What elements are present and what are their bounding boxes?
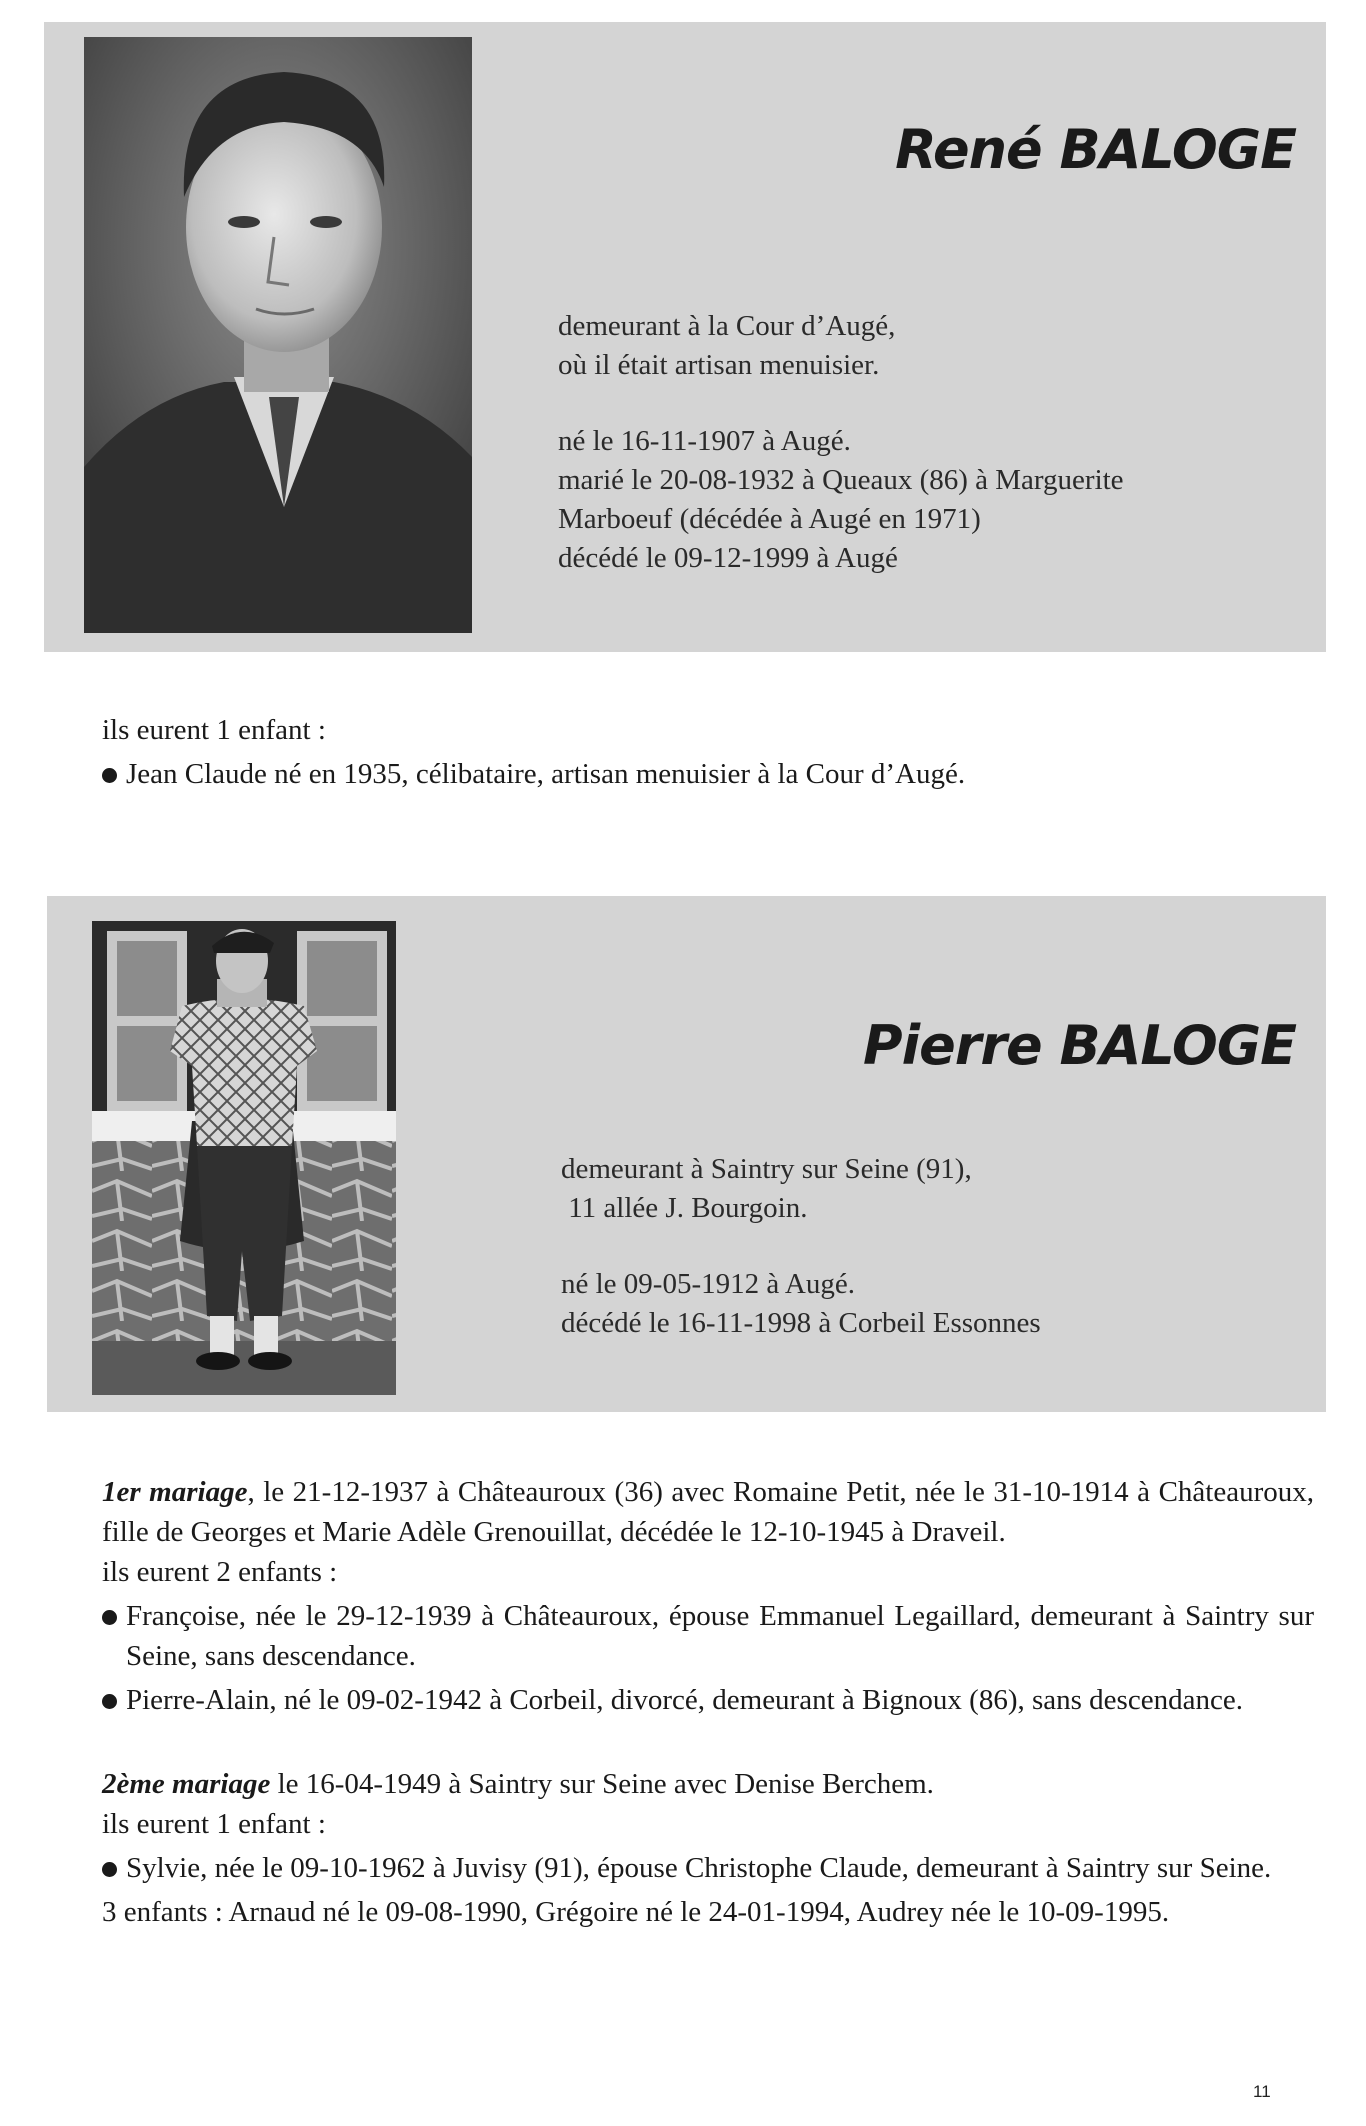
rene-info-line: né le 16-11-1907 à Augé. bbox=[558, 425, 851, 457]
child-text: Pierre-Alain, né le 09-02-1942 à Corbeil, divorcé, demeurant à Bignoux (86), sans descendance. bbox=[126, 1684, 1243, 1716]
list-item bbox=[102, 1848, 1314, 1888]
rene-info-block bbox=[558, 307, 1124, 578]
child-text: Sylvie, née le 09-10-1962 à Juvisy (91), épouse Christophe Claude, demeurant à Saintry sur Seine. bbox=[126, 1852, 1272, 1884]
rene-children-section bbox=[102, 710, 1314, 798]
list-item bbox=[102, 1680, 1314, 1720]
rene-info-line: Marboeuf (décédée à Augé en 1971) bbox=[558, 503, 981, 535]
grandchildren-line: 3 enfants : Arnaud né le 09-08-1990, Grégoire né le 24-01-1994, Audrey née le 10-09-1995. bbox=[102, 1896, 1170, 1928]
bullet-icon bbox=[102, 1610, 117, 1625]
pierre-standing-photo bbox=[92, 921, 396, 1395]
first-marriage-label: 1er mariage bbox=[102, 1476, 248, 1508]
pierre-marriages-section bbox=[102, 1472, 1314, 1932]
rene-name-heading: René BALOGE bbox=[895, 118, 1296, 181]
pierre-baloge-panel bbox=[47, 896, 1326, 1412]
first-marriage-text: , le 21-12-1937 à Châteauroux (36) avec Romaine Petit, née le 31-10-1914 à Châteauroux, fille de Georges et Marie Adèle Grenouillat, décédée le 12-10-1945 à Draveil. bbox=[102, 1476, 1314, 1548]
first-marriage-children-intro: ils eurent 2 enfants : bbox=[102, 1556, 338, 1588]
bullet-icon bbox=[102, 1694, 117, 1709]
child-text: Françoise, née le 29-12-1939 à Châteauroux, épouse Emmanuel Legaillard, demeurant à Saintry sur Seine, sans descendance. bbox=[126, 1600, 1314, 1672]
second-marriage-label: 2ème mariage bbox=[102, 1768, 271, 1800]
first-marriage-paragraph bbox=[102, 1472, 1314, 1552]
pierre-info-line: 11 allée J. Bourgoin. bbox=[561, 1192, 808, 1224]
bullet-icon bbox=[102, 1862, 117, 1877]
rene-info-line: où il était artisan menuisier. bbox=[558, 349, 880, 381]
list-item bbox=[102, 754, 1314, 794]
second-marriage-children-intro: ils eurent 1 enfant : bbox=[102, 1808, 326, 1840]
pierre-info-line: demeurant à Saintry sur Seine (91), bbox=[561, 1153, 972, 1185]
second-marriage-text: le 16-04-1949 à Saintry sur Seine avec Denise Berchem. bbox=[270, 1768, 934, 1800]
bullet-icon bbox=[102, 768, 117, 783]
pierre-info-block bbox=[561, 1150, 1041, 1343]
pierre-info-line: décédé le 16-11-1998 à Corbeil Essonnes bbox=[561, 1307, 1041, 1339]
rene-info-line: marié le 20-08-1932 à Queaux (86) à Marguerite bbox=[558, 464, 1124, 496]
rene-baloge-panel bbox=[44, 22, 1326, 652]
rene-info-line: décédé le 09-12-1999 à Augé bbox=[558, 542, 898, 574]
second-marriage-paragraph bbox=[102, 1764, 1314, 1804]
list-item bbox=[102, 1596, 1314, 1676]
rene-portrait-photo bbox=[84, 37, 472, 633]
rene-children-intro: ils eurent 1 enfant : bbox=[102, 714, 326, 746]
pierre-name-heading: Pierre BALOGE bbox=[863, 1014, 1296, 1077]
rene-child-text: Jean Claude né en 1935, célibataire, artisan menuisier à la Cour d’Augé. bbox=[126, 758, 966, 790]
page-number: 11 bbox=[1253, 2082, 1271, 2101]
rene-info-line: demeurant à la Cour d’Augé, bbox=[558, 310, 896, 342]
pierre-info-line: né le 09-05-1912 à Augé. bbox=[561, 1268, 855, 1300]
